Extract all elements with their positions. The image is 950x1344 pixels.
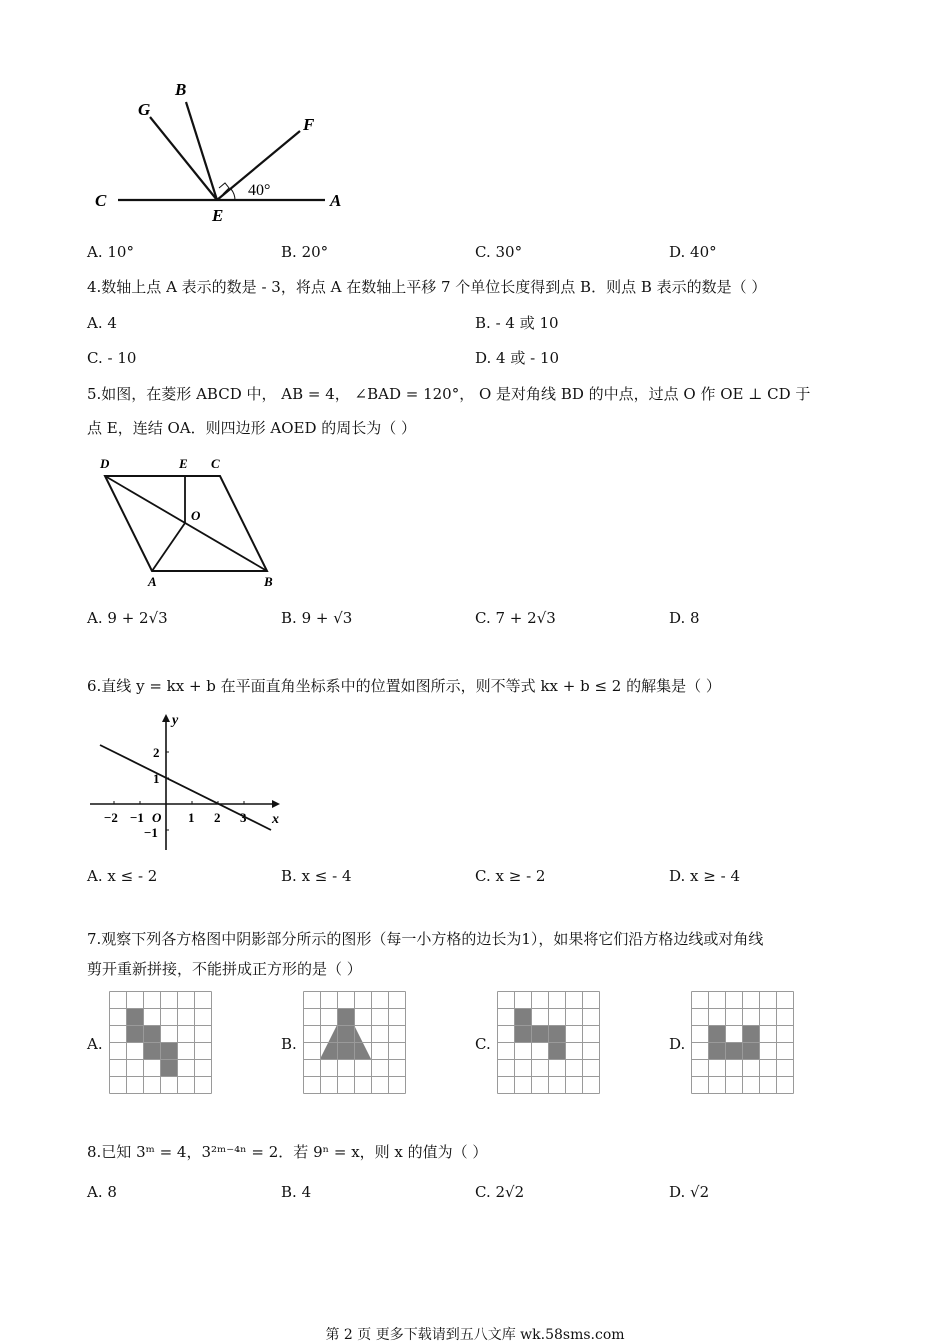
q7-grid-a-lines: [110, 992, 212, 1094]
q7-grid-c-lines: [498, 992, 600, 1094]
q4-option-b-text: - 4 或 10: [495, 314, 559, 332]
q6-axis-y-label: y: [172, 713, 179, 728]
q6-option-b-letter: B.: [281, 867, 297, 885]
q6-tick-xm1: −1: [130, 810, 144, 825]
q3-label-f: F: [303, 115, 315, 134]
q5-option-a-text: 9 + 2√3: [107, 609, 168, 627]
q8-option-c: [475, 1182, 524, 1202]
q5-label-b: B: [264, 574, 273, 589]
q8-option-a-letter: A.: [87, 1183, 103, 1201]
q7-stem-line1: 7.观察下列各方格图中阴影部分所示的图形（每一小方格的边长为1），如果将它们沿方格边线或对角线: [87, 930, 764, 948]
q4-stem: 4.数轴上点 A 表示的数是 - 3，将点 A 在数轴上平移 7 个单位长度得到点 B．则点 B 表示的数是（ ）: [87, 278, 767, 296]
q7-stem-line2: 剪开重新拼接，不能拼成正方形的是（ ）: [87, 960, 362, 978]
q8-option-d-text: √2: [690, 1183, 710, 1201]
q6-tick-x2: 2: [214, 810, 221, 825]
q6-axis-x-label: x: [272, 812, 279, 827]
q6-tick-y2: 2: [153, 745, 160, 760]
q8-option-b-text: 4: [301, 1183, 312, 1201]
q8-option-d: [669, 1182, 709, 1202]
q7-grid-c: [497, 991, 601, 1095]
q6-option-a-text: x ≤ - 2: [107, 867, 158, 885]
q5-label-d: D: [100, 456, 110, 471]
q5-option-c: [475, 608, 556, 628]
q5-option-a: [87, 608, 168, 628]
q6-option-b: [281, 866, 352, 886]
q6-tick-y1: 1: [153, 771, 160, 786]
q6-option-d-text: x ≥ - 4: [690, 867, 740, 885]
q5-option-d: [669, 608, 700, 628]
q7-grid-d: [691, 991, 795, 1095]
q3-option-b-letter: B.: [281, 243, 297, 261]
q6-option-c-text: x ≥ - 2: [495, 867, 546, 885]
q7-option-b-letter: B.: [281, 1035, 297, 1053]
q5-option-c-text: 7 + 2√3: [495, 609, 556, 627]
q3-option-c: [475, 242, 522, 262]
q5-stem-line2: 点 E，连结 OA．则四边形 AOED 的周长为（ ）: [87, 419, 417, 437]
q8-option-c-letter: C.: [475, 1183, 491, 1201]
q4-option-b: [475, 313, 559, 333]
q3-option-c-text: 30°: [495, 243, 523, 261]
q4-option-a: [87, 313, 117, 333]
q7-option-c-letter: C.: [475, 1035, 491, 1053]
q3-label-c: C: [95, 191, 107, 210]
q8-option-a: [87, 1182, 117, 1202]
q3-option-a-text: 10°: [107, 243, 134, 261]
q4-option-c-text: - 10: [107, 349, 137, 367]
q6-option-c: [475, 866, 545, 886]
q8-option-a-text: 8: [107, 1183, 117, 1201]
q5-label-o: O: [191, 508, 201, 523]
q5-label-e: E: [179, 456, 188, 471]
q4-option-c-letter: C.: [87, 349, 103, 367]
q3-option-d: [669, 242, 717, 262]
q8-option-d-letter: D.: [669, 1183, 686, 1201]
q6-option-d: [669, 866, 740, 886]
q8-stem: 8.已知 3ᵐ = 4，3²ᵐ⁻⁴ⁿ = 2．若 9ⁿ = x，则 x 的值为（ ）: [87, 1143, 488, 1161]
q3-label-a: A: [330, 191, 342, 210]
q4-option-c: [87, 348, 136, 368]
q4-option-d: [475, 348, 559, 368]
q4-option-a-text: 4: [107, 314, 117, 332]
page-footer: 第 2 页 更多下载请到五八文库 wk.58sms.com: [325, 1327, 625, 1343]
q3-angle-figure: [85, 75, 355, 235]
q6-option-a: [87, 866, 157, 886]
q6-tick-x3: 3: [240, 810, 247, 825]
q5-stem-line1: 5.如图，在菱形 ABCD 中， AB = 4， ∠BAD = 120°， O 是对角线 BD 的中点，过点 O 作 OE ⊥ CD 于: [87, 385, 811, 403]
q3-label-e: E: [212, 206, 224, 225]
q3-option-d-letter: D.: [669, 243, 686, 261]
q5-option-d-letter: D.: [669, 609, 686, 627]
q8-option-b: [281, 1182, 311, 1202]
q7-grid-b-lines: [304, 992, 406, 1094]
q7-option-d-letter: D.: [669, 1035, 686, 1053]
q3-angle-label: 40°: [248, 182, 271, 199]
q4-option-b-letter: B.: [475, 314, 491, 332]
q6-stem: 6.直线 y = kx + b 在平面直角坐标系中的位置如图所示，则不等式 kx + b ≤ 2 的解集是（ ）: [87, 677, 721, 695]
q6-option-c-letter: C.: [475, 867, 491, 885]
q7-grid-d-lines: [692, 992, 794, 1094]
q7-option-a-letter: A.: [87, 1035, 103, 1053]
q5-option-d-text: 8: [690, 609, 700, 627]
q8-option-c-text: 2√2: [495, 1183, 525, 1201]
q6-tick-xm2: −2: [104, 810, 118, 825]
q5-rhombus-figure: [95, 452, 285, 592]
q6-option-b-text: x ≤ - 4: [301, 867, 352, 885]
q3-label-g: G: [138, 100, 151, 119]
q3-option-a-letter: A.: [87, 243, 103, 261]
q5-label-a: A: [148, 574, 157, 589]
q6-coordinate-figure: [88, 710, 288, 855]
q5-option-b-text: 9 + √3: [301, 609, 353, 627]
q5-option-c-letter: C.: [475, 609, 491, 627]
q4-option-d-text: 4 或 - 10: [496, 349, 560, 367]
q3-label-b: B: [175, 80, 187, 99]
q8-option-b-letter: B.: [281, 1183, 297, 1201]
q3-option-c-letter: C.: [475, 243, 491, 261]
q3-option-d-text: 40°: [690, 243, 717, 261]
q7-grid-a: [109, 991, 213, 1095]
q6-option-d-letter: D.: [669, 867, 686, 885]
q3-option-a: [87, 242, 134, 262]
q5-option-a-letter: A.: [87, 609, 103, 627]
q6-tick-x1: 1: [188, 810, 195, 825]
q3-option-b: [281, 242, 328, 262]
q7-grid-c-shaded: [514, 1008, 565, 1059]
q3-option-b-text: 20°: [301, 243, 329, 261]
q5-option-b: [281, 608, 352, 628]
q7-grid-b-shaded: [320, 1008, 371, 1059]
q4-option-a-letter: A.: [87, 314, 103, 332]
q6-tick-ym1: −1: [144, 825, 158, 840]
q6-origin-label: O: [152, 810, 162, 825]
q7-grid-b: [303, 991, 407, 1095]
q5-label-c: C: [211, 456, 220, 471]
q6-option-a-letter: A.: [87, 867, 103, 885]
q4-option-d-letter: D.: [475, 349, 492, 367]
q5-option-b-letter: B.: [281, 609, 297, 627]
